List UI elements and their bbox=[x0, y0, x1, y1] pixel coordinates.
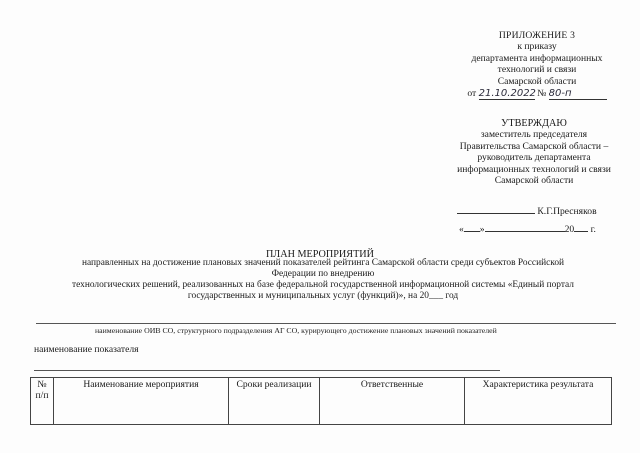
plan-description-line: государственных и муниципальных услуг (функций)», на 20___ год bbox=[187, 290, 459, 301]
year-blank bbox=[574, 231, 588, 232]
approval-line: руководитель департамента bbox=[477, 152, 591, 164]
approval-line: информационных технологий и связи bbox=[457, 163, 611, 175]
plan-description bbox=[28, 258, 618, 302]
plan-description-line: Федерации по внедрению bbox=[271, 268, 375, 279]
header-cell-activity: Наименование мероприятия bbox=[54, 378, 229, 425]
header-cell-number: № п/п bbox=[31, 378, 54, 425]
signature-name: К.Г.Пресняков bbox=[537, 206, 597, 217]
indicator-underline bbox=[34, 370, 500, 371]
approval-line: Самарской области bbox=[494, 175, 574, 187]
appendix-line: департамента информационных bbox=[471, 52, 603, 64]
org-name-caption: наименование ОИВ СО, структурного подразделения АГ СО, курирующего достижение плановых значений показателей bbox=[95, 326, 497, 335]
org-name-underline bbox=[36, 323, 616, 324]
appendix-line: к приказу bbox=[517, 41, 557, 53]
signature-line bbox=[457, 206, 597, 217]
approval-block bbox=[444, 118, 624, 186]
header-cell-deadline: Сроки реализации bbox=[229, 378, 320, 425]
appendix-block bbox=[452, 30, 622, 100]
indicator-label: наименование показателя bbox=[34, 344, 139, 355]
month-blank bbox=[485, 231, 565, 232]
approval-line: Правительства Самарской области – bbox=[459, 140, 609, 152]
plan-description-line: технологических решений, реализованных на базе федеральной государственной информационной системы «Единый портал bbox=[72, 279, 574, 290]
plan-title: ПЛАН МЕРОПРИЯТИЙ bbox=[265, 249, 375, 260]
header-cell-result: Характеристика результата bbox=[465, 378, 612, 425]
table-header-row bbox=[31, 378, 612, 425]
signature-blank bbox=[457, 213, 535, 214]
plan-description-line: направленных на достижение плановых значений показателей рейтинга Самарской области среди субъектов Российской bbox=[81, 258, 565, 268]
appendix-title: ПРИЛОЖЕНИЕ 3 bbox=[498, 30, 576, 41]
appendix-date-line bbox=[452, 88, 622, 100]
handwritten-date: 21.10.2022 bbox=[478, 88, 536, 100]
date-prefix: от bbox=[467, 88, 477, 100]
handwritten-number: 80-п bbox=[548, 88, 572, 100]
number-prefix: № bbox=[537, 88, 547, 100]
day-blank bbox=[464, 231, 480, 232]
appendix-line: Самарской области bbox=[497, 75, 577, 87]
appendix-line: технологий и связи bbox=[497, 64, 577, 76]
approval-line: заместитель председателя bbox=[480, 129, 588, 141]
header-cell-responsible: Ответственные bbox=[320, 378, 465, 425]
approval-title: УТВЕРЖДАЮ bbox=[501, 118, 567, 129]
plan-table bbox=[30, 377, 612, 425]
approval-date-line: « » 20 г. bbox=[459, 224, 596, 235]
